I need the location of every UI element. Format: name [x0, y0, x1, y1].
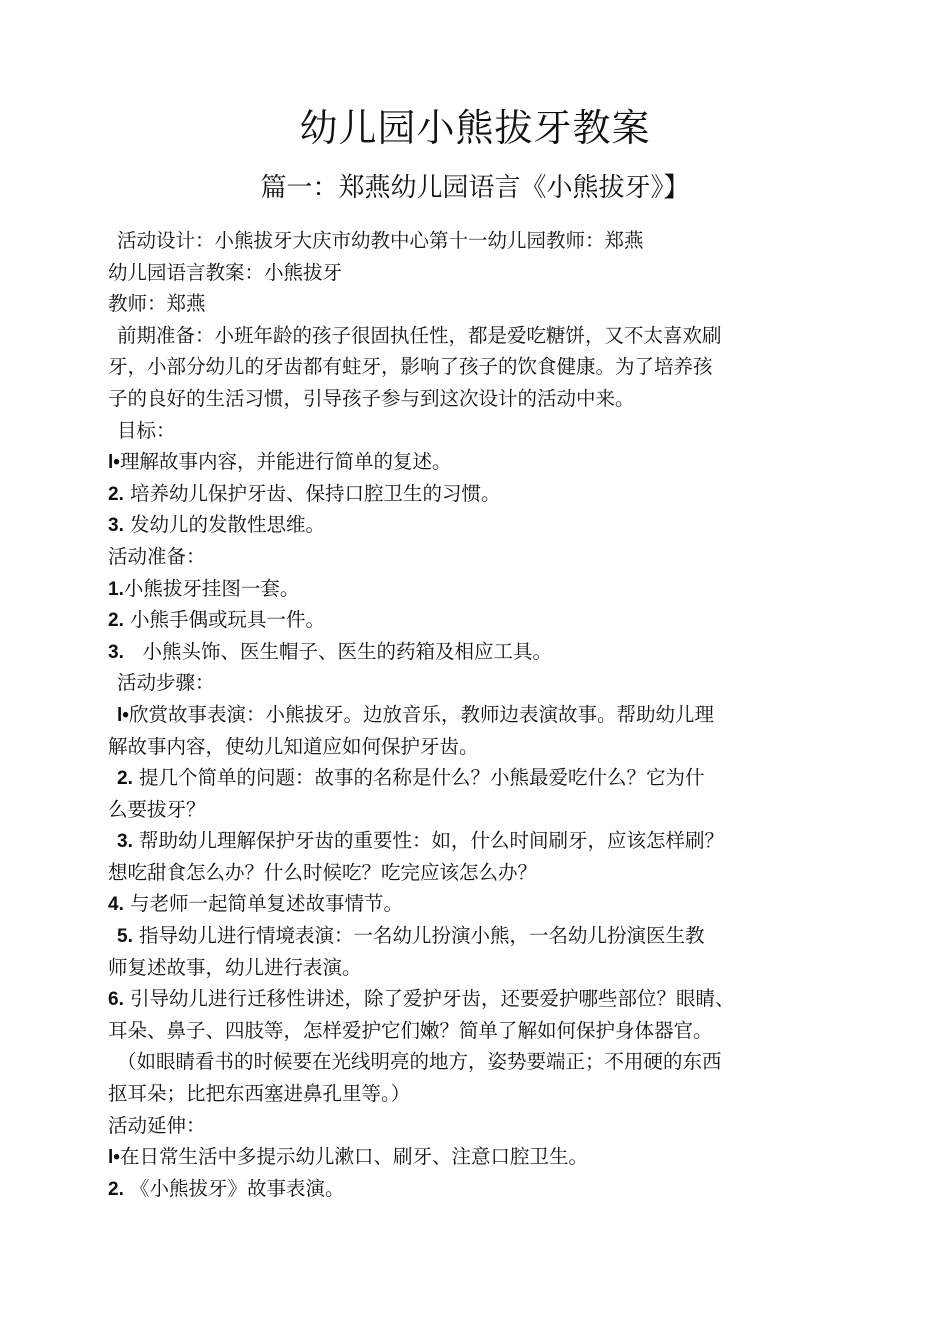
- text-line: [108, 415, 868, 447]
- line-text: 耳朵、鼻子、四肢等，怎样爱护它们嫩？简单了解如何保护身体器官。: [108, 1018, 713, 1042]
- text-line: [108, 731, 868, 763]
- line-text: 欣赏故事表演：小熊拔牙。边放音乐，教师边表演故事。帮助幼儿理: [128, 702, 714, 726]
- text-line: [108, 983, 868, 1015]
- line-text: 么要拔牙？: [108, 797, 206, 821]
- line-text: 子的良好的生活习惯，引导孩子参与到这次设计的活动中来。: [108, 386, 635, 410]
- line-text: 想吃甜食怎么办？什么时候吃？吃完应该怎么办？: [108, 860, 538, 884]
- document-title: 幼儿园小熊拔牙教案: [299, 106, 651, 150]
- line-text: 《小熊拔牙》故事表演。: [123, 1176, 345, 1200]
- list-number: 3.: [108, 641, 124, 663]
- line-text: 指导幼儿进行情境表演：一名幼儿扮演小熊，一名幼儿扮演医生教: [132, 924, 705, 948]
- text-line: [108, 857, 868, 889]
- list-number: 2.: [117, 768, 133, 790]
- line-text: 师复述故事，幼儿进行表演。: [108, 955, 362, 979]
- text-line: [108, 1046, 868, 1078]
- text-line: [108, 541, 868, 573]
- line-text: 小熊手偶或玩具一件。: [123, 608, 326, 632]
- line-text: 活动延伸：: [108, 1113, 206, 1137]
- list-number: 3.: [108, 515, 124, 537]
- line-text: 牙，小部分幼儿的牙齿都有蛀牙，影响了孩子的饮食健康。为了培养孩: [108, 355, 713, 379]
- line-text: 小熊头饰、医生帽子、医生的药箱及相应工具。: [123, 639, 552, 663]
- list-number: 1.: [108, 578, 124, 600]
- text-line: [108, 888, 868, 920]
- text-line: [108, 604, 868, 636]
- line-text: 活动设计：小熊拔牙大庆市幼教中心第十一幼儿园教师：郑燕: [117, 229, 644, 252]
- line-text: 发幼儿的发散性思维。: [123, 513, 326, 537]
- text-line: [108, 1173, 868, 1205]
- text-line: [108, 794, 868, 826]
- line-text: 活动步骤：: [117, 671, 215, 695]
- line-text: 帮助幼儿理解保护牙齿的重要性：如，什么时间刷牙，应该怎样刷？: [132, 829, 725, 853]
- line-text: 解故事内容，使幼儿知道应如何保护牙齿。: [108, 734, 479, 758]
- list-number: 3.: [117, 831, 133, 853]
- line-text: 目标：: [117, 418, 176, 442]
- text-line: [108, 636, 868, 668]
- line-text: 与老师一起简单复述故事情节。: [123, 892, 404, 916]
- text-line: [108, 920, 868, 952]
- line-text: 前期准备：小班年龄的孩子很固执任性，都是爱吃糖饼，又不太喜欢刷: [117, 323, 722, 347]
- text-line: [108, 1015, 868, 1047]
- document-body: [108, 225, 868, 1204]
- text-line: [108, 383, 868, 415]
- line-text: 幼儿园语言教案：小熊拔牙: [108, 260, 343, 284]
- text-line: [108, 1078, 868, 1110]
- text-line: [108, 478, 868, 510]
- text-line: [108, 1141, 868, 1173]
- text-line: [108, 446, 868, 478]
- text-line: [108, 952, 868, 984]
- line-text: 提几个简单的问题：故事的名称是什么？小熊最爱吃什么？它为什: [132, 766, 705, 790]
- line-text: 培养幼儿保护牙齿、保持口腔卫生的习惯。: [123, 481, 501, 505]
- list-number: 4.: [108, 894, 124, 916]
- line-text: 引导幼儿进行迁移性讲述，除了爱护牙齿，还要爱护哪些部位？眼睛、: [123, 987, 735, 1011]
- list-number: l•: [108, 452, 120, 474]
- list-number: 5.: [117, 926, 133, 948]
- line-text: 小熊拔牙挂图一套。: [123, 576, 300, 600]
- text-line: [108, 573, 868, 605]
- line-text: 教师：郑燕: [108, 292, 206, 316]
- line-text: 活动准备：: [108, 544, 206, 568]
- text-line: [108, 288, 868, 320]
- list-number: 2.: [108, 1178, 124, 1200]
- text-line: [108, 509, 868, 541]
- text-line: [108, 257, 868, 289]
- line-text: （如眼睛看书的时候要在光线明亮的地方，姿势要端正；不用硬的东西: [117, 1050, 722, 1074]
- text-line: [108, 667, 868, 699]
- text-line: [108, 699, 868, 731]
- text-line: [108, 762, 868, 794]
- text-line: [108, 225, 868, 257]
- list-number: l•: [108, 1147, 120, 1169]
- text-line: [108, 825, 868, 857]
- text-line: [108, 1110, 868, 1142]
- document-subtitle: 篇一：郑燕幼儿园语言《小熊拔牙》】: [260, 173, 690, 203]
- text-line: [108, 351, 868, 383]
- list-number: l•: [117, 704, 129, 726]
- line-text: 抠耳朵；比把东西塞进鼻孔里等。）: [108, 1082, 411, 1106]
- list-number: 2.: [108, 610, 124, 632]
- line-text: 理解故事内容，并能进行简单的复述。: [119, 450, 452, 474]
- text-line: [108, 320, 868, 352]
- list-number: 6.: [108, 989, 124, 1011]
- line-text: 在日常生活中多提示幼儿漱口、刷牙、注意口腔卫生。: [119, 1145, 588, 1169]
- list-number: 2.: [108, 483, 124, 505]
